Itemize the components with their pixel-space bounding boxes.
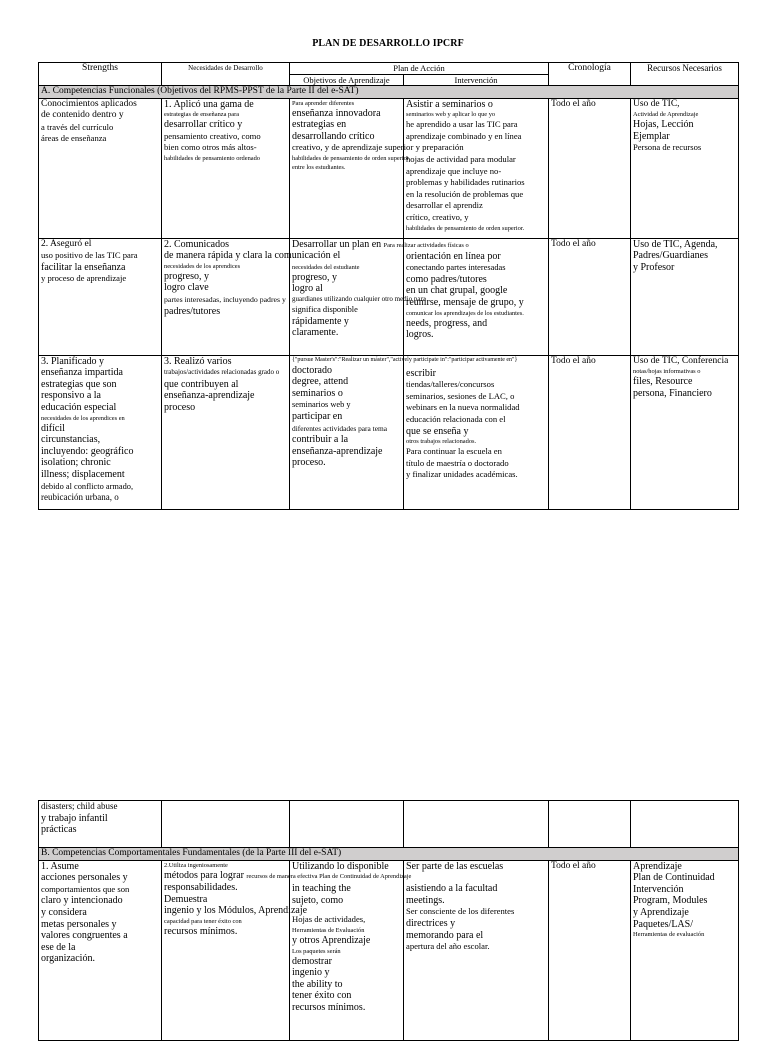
table-row-continuation: [39, 801, 739, 848]
cell-cronologia: Todo el año: [549, 238, 631, 355]
cell-necesidades: 3. Realizó varios trabajos/actividades relacionadas grado o que contribuyen al enseñanza-aprendizaje proceso: [162, 355, 290, 509]
cell-cronologia: Todo el año: [549, 355, 631, 509]
header-strengths: Strengths: [39, 63, 162, 86]
header-cronologia: Cronología: [549, 63, 631, 86]
cell-strengths: 3. Planificado y enseñanza impartida estrategias que son responsivo a la educación especial necesidades de los aprendices en difícil circunstancias, incluyendo: geográfico isolation; chronic illness; displacement debido al conflicto armado, reubicación urbana, o: [39, 355, 162, 509]
header-objetivos: Objetivos de Aprendizaje: [290, 75, 404, 86]
cell-intervencion: Ser parte de las escuelas asistiendo a la facultad meetings. Ser consciente de los diferentes directrices y memorando para el apertura del año escolar.: [404, 860, 549, 1040]
section-b-heading: B. Competencias Comportamentales Fundamentales (de la Parte III del e-SAT): [39, 848, 739, 861]
cell-intervencion: escribir tiendas/talleres/concursos seminarios, sesiones de LAC, o webinars en la nueva normalidad educación relacionada con el que se enseña y otros trabajos relacionados. Para continuar la escuela en título de maestría o doctorado y finalizar unidades académicas.: [404, 355, 549, 509]
cell-strengths: 1. Asume acciones personales y comportamientos que son claro y intencionado y considera metas personales y valores congruentes a ese de la organización.: [39, 860, 162, 1040]
cell-intervencion: Asistir a seminarios o seminarios web y aplicar lo que yo he aprendido a usar las TIC para aprendizaje combinado y en línea hojas de actividad para modular aprendizaje que incluye no- problemas y habilidades rutinarios en la resolución de problemas que desarrollar el aprendiz crítico, creativo, y habilidades de pensamiento de orden superior.: [404, 98, 549, 238]
table-row: [39, 98, 739, 238]
plan-table-page-1: [38, 62, 739, 510]
cell-necesidades: 2. Comunicados de manera rápida y clara la comunicación el necesidades de los aprendices progreso, y logro clave partes interesadas, incluyendo padres y padres/tutores: [162, 238, 290, 355]
cell-recursos: Uso de TIC, Conferencia notas/hojas informativas o files, Resource persona, Financiero: [631, 355, 739, 509]
cell-strengths: 2. Aseguró el uso positivo de las TIC para facilitar la enseñanza y proceso de aprendizaje: [39, 238, 162, 355]
section-a-heading: A. Competencias Funcionales (Objetivos del RPMS-PPST de la Parte II del e-SAT): [39, 86, 739, 99]
table-row: [39, 238, 739, 355]
cell-strengths-continued: disasters; child abuse y trabajo infantil prácticas: [39, 801, 162, 848]
plan-table-page-2: [38, 800, 739, 1041]
cell-strengths: Conocimientos aplicados de contenido dentro y a través del currículo áreas de enseñanza: [39, 98, 162, 238]
document-title: PLAN DE DESARROLLO IPCRF: [312, 38, 464, 49]
cell-necesidades: 2.Utiliza ingeniosamente métodos para lograr recursos de manera efectiva Plan de Continuidad de Aprendizaje responsabilidades. Demuestra ingenio y los Módulos, Aprendizaje capacidad para tener éxito con recursos mínimos.: [162, 860, 290, 1040]
header-intervencion: Intervención: [404, 75, 549, 86]
table-row: [39, 860, 739, 1040]
cell-objetivos: {"pursue Master's":"Realizar un máster","actively participate in":"participar activamente en"} doctorado degree, attend seminarios o seminarios web y participar en diferentes actividades para tema contribuir a la enseñanza-aprendizaje proceso.: [290, 355, 404, 509]
cell-recursos: Uso de TIC, Agenda, Padres/Guardianes y Profesor: [631, 238, 739, 355]
cell-objetivos: Para aprender diferentes enseñanza innovadora estrategias en desarrollando crítico creativo, y de aprendizaje superior y preparación habilidades de pensamiento de orden superior entre los estudiantes.: [290, 98, 404, 238]
table-row: [39, 355, 739, 509]
cell-recursos: Aprendizaje Plan de Continuidad Intervención Program, Modules y Aprendizaje Paquetes/LAS/ Herramientas de evaluación: [631, 860, 739, 1040]
cell-recursos: Uso de TIC, Actividad de Aprendizaje Hojas, Lección Ejemplar Persona de recursos: [631, 98, 739, 238]
cell-cronologia: Todo el año: [549, 98, 631, 238]
header-necesidades: Necesidades de Desarrollo: [162, 63, 290, 86]
header-recursos: Recursos Necesarios: [631, 63, 739, 86]
cell-necesidades: 1. Aplicó una gama de estrategias de enseñanza para desarrollar crítico y pensamiento creativo, como bien como otros más altos- habilidades de pensamiento ordenado: [162, 98, 290, 238]
cell-objetivos: Utilizando lo disponible in teaching the sujeto, como Hojas de actividades, Herramientas de Evaluación y otros Aprendizaje Los paquetes serán demostrar ingenio y the ability to tener éxito con recursos mínimos.: [290, 860, 404, 1040]
header-plan-accion: Plan de Acción: [290, 63, 549, 75]
cell-intervencion: orientación en línea por conectando partes interesadas como padres/tutores en un chat grupal, google reunirse, mensaje de grupo, y comunicar los aprendizajes de los estudiantes. needs, progress, and logros.: [404, 238, 549, 355]
cell-cronologia: Todo el año: [549, 860, 631, 1040]
cell-objetivos: Desarrollar un plan en Para realizar actividades físicas o necesidades del estudiante progreso, y logro al guardianes utilizando cualquier otro medio para significa disponible rápidamente y claramente.: [290, 238, 404, 355]
